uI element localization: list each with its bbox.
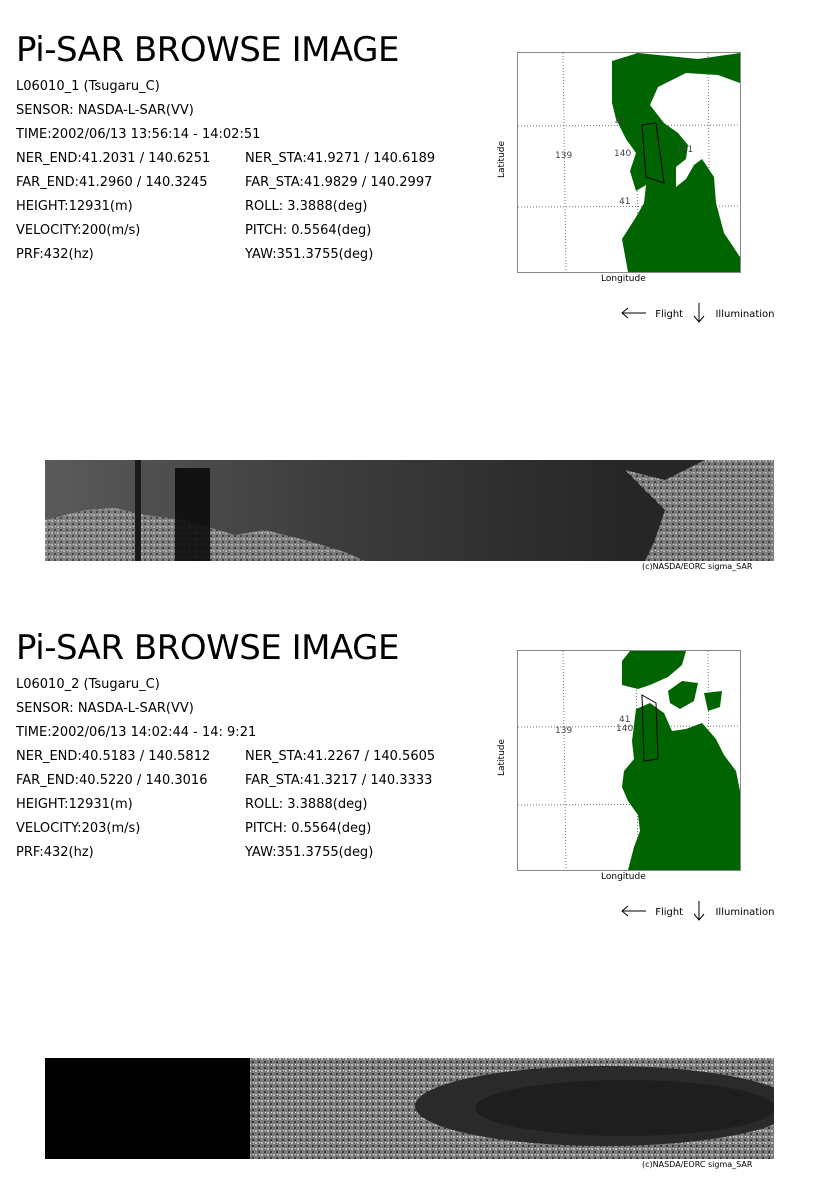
illumination-label: Illumination	[715, 907, 775, 918]
arrow-left-icon	[620, 307, 648, 322]
location-map	[517, 650, 741, 871]
roll-text: ROLL: 3.3888(deg)	[245, 797, 368, 812]
time-text: TIME:2002/06/13 14:02:44 - 14: 9:21	[16, 725, 257, 740]
grid-label: 42	[615, 117, 627, 127]
scene-id: L06010_2 (Tsugaru_C)	[16, 677, 160, 692]
far-end-text: FAR_END:40.5220 / 140.3016	[16, 773, 208, 788]
credit-text: (c)NASDA/EORC sigma_SAR	[642, 1160, 753, 1169]
latitude-label: Latitude	[497, 738, 507, 776]
grid-label: 139	[555, 726, 573, 736]
land-shape	[668, 681, 698, 709]
far-sta-text: FAR_STA:41.3217 / 140.3333	[245, 773, 433, 788]
arrow-left-icon	[620, 905, 648, 920]
flight-label: Flight	[655, 309, 684, 320]
time-text: TIME:2002/06/13 13:56:14 - 14:02:51	[16, 127, 261, 142]
land-shape	[622, 651, 686, 689]
longitude-label: Longitude	[601, 872, 646, 882]
grid-label: 141	[676, 145, 694, 155]
pitch-text: PITCH: 0.5564(deg)	[245, 821, 372, 836]
ner-sta-text: NER_STA:41.9271 / 140.6189	[245, 151, 436, 166]
yaw-text: YAW:351.3755(deg)	[245, 845, 374, 860]
ner-sta-text: NER_STA:41.2267 / 140.5605	[245, 749, 436, 764]
roll-text: ROLL: 3.3888(deg)	[245, 199, 368, 214]
pitch-text: PITCH: 0.5564(deg)	[245, 223, 372, 238]
grid-label: 41	[619, 715, 631, 725]
far-sta-text: FAR_STA:41.9829 / 140.2997	[245, 175, 433, 190]
location-map	[517, 52, 741, 273]
grid-label: 140	[616, 724, 634, 734]
grid-label: 41	[619, 197, 631, 207]
legend	[620, 900, 774, 925]
sensor-text: SENSOR: NASDA-L-SAR(VV)	[16, 701, 194, 716]
sar-image-strip	[45, 460, 774, 561]
land-shape	[612, 53, 740, 272]
browse-block-2	[0, 598, 822, 1196]
sensor-text: SENSOR: NASDA-L-SAR(VV)	[16, 103, 194, 118]
sar-image-strip	[45, 1058, 774, 1159]
ner-end-text: NER_END:41.2031 / 140.6251	[16, 151, 211, 166]
far-end-text: FAR_END:41.2960 / 140.3245	[16, 175, 208, 190]
prf-text: PRF:432(hz)	[16, 247, 94, 262]
page-title: Pi-SAR BROWSE IMAGE	[16, 30, 399, 70]
yaw-text: YAW:351.3755(deg)	[245, 247, 374, 262]
prf-text: PRF:432(hz)	[16, 845, 94, 860]
credit-text: (c)NASDA/EORC sigma_SAR	[642, 562, 753, 571]
longitude-label: Longitude	[601, 274, 646, 284]
page-title: Pi-SAR BROWSE IMAGE	[16, 628, 399, 668]
height-text: HEIGHT:12931(m)	[16, 199, 133, 214]
grid-label: 139	[555, 151, 573, 161]
velocity-text: VELOCITY:200(m/s)	[16, 223, 141, 238]
grid-label: 140	[614, 149, 632, 159]
arrow-down-icon	[692, 302, 706, 327]
latitude-label: Latitude	[497, 140, 507, 178]
illumination-label: Illumination	[715, 309, 775, 320]
land-shape	[622, 703, 740, 870]
height-text: HEIGHT:12931(m)	[16, 797, 133, 812]
arrow-down-icon	[692, 900, 706, 925]
flight-label: Flight	[655, 907, 684, 918]
scene-id: L06010_1 (Tsugaru_C)	[16, 79, 160, 94]
land-shape	[704, 691, 722, 711]
legend	[620, 302, 774, 327]
ner-end-text: NER_END:40.5183 / 140.5812	[16, 749, 211, 764]
velocity-text: VELOCITY:203(m/s)	[16, 821, 141, 836]
